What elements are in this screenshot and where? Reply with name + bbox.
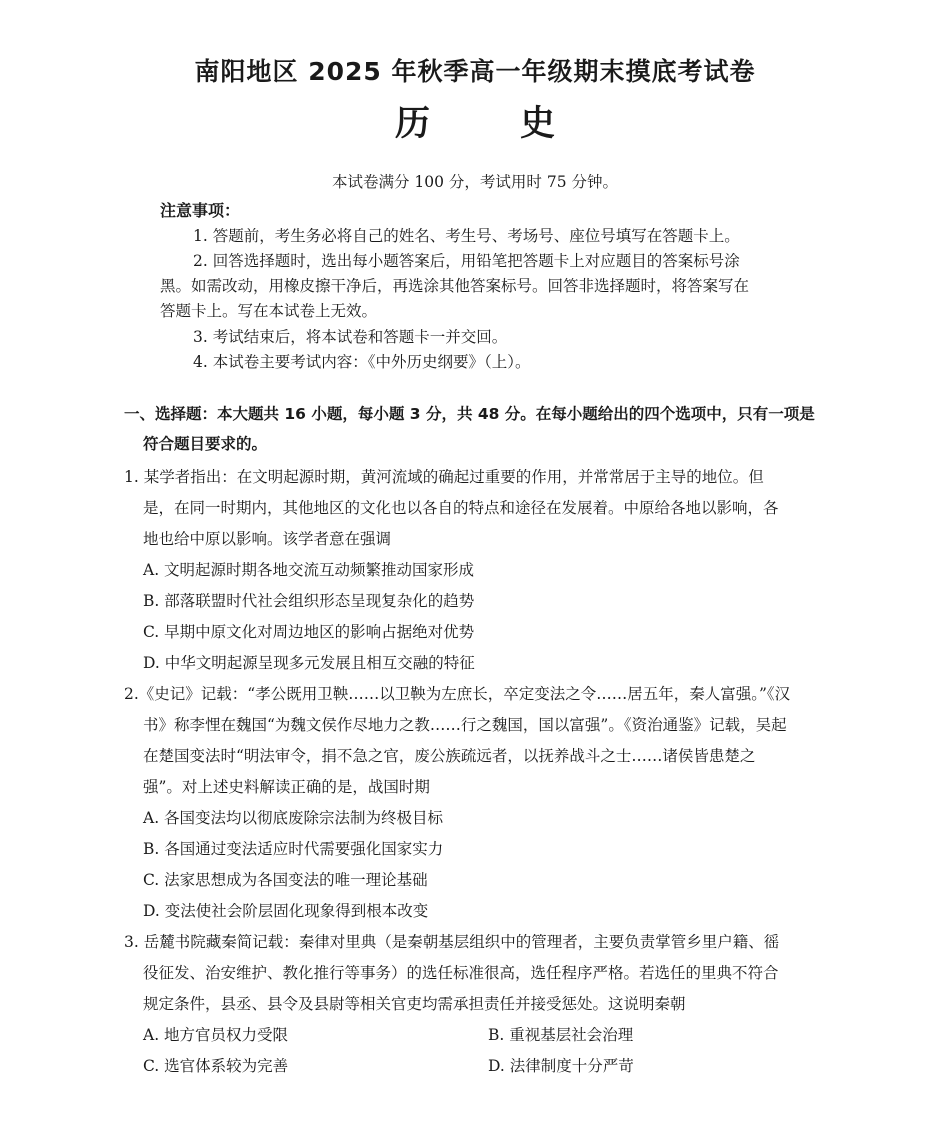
question-2-stem-line-4: 强”。对上述史料解读正确的是，战国时期: [143, 778, 430, 796]
notice-item-1: 1. 答题前，考生务必将自己的姓名、考生号、考场号、座位号填写在答题卡上。: [193, 227, 740, 245]
subject-char-right: 史: [520, 104, 556, 144]
notice-item-2-line-2: 黑。如需改动，用橡皮擦干净后，再选涂其他答案标号。回答非选择题时，将答案写在: [160, 277, 750, 295]
exam-title: 南阳地区 2025 年秋季高一年级期末摸底考试卷: [194, 57, 756, 86]
question-3-stem-line-1: 3. 岳麓书院藏秦简记载：秦律对里典（是秦朝基层组织中的管理者，主要负责掌管乡里户籍、徭: [124, 933, 780, 951]
question-1-stem-line-3: 地也给中原以影响。该学者意在强调: [143, 530, 392, 548]
notice-item-3: 3. 考试结束后，将本试卷和答题卡一并交回。: [193, 328, 508, 346]
subject-title: [0, 96, 950, 146]
question-2-stem-line-2: 书》称李悝在魏国“为魏文侯作尽地力之教……行之魏国，国以富强”。《资治通鉴》记载，吴起: [143, 716, 787, 734]
section-heading-line-2: 符合题目要求的。: [143, 435, 268, 453]
subject-char-left: 历: [394, 104, 430, 144]
question-2-option-b: B. 各国通过变法适应时代需要强化国家实力: [143, 840, 444, 858]
question-2-option-a: A. 各国变法均以彻底废除宗法制为终极目标: [143, 809, 444, 827]
question-2-stem-line-1: 2.《史记》记载：“孝公既用卫鞅……以卫鞅为左庶长，卒定变法之令……居五年，秦人富强。”《汉: [124, 685, 791, 703]
question-1-option-d: D. 中华文明起源呈现多元发展且相互交融的特征: [143, 654, 475, 672]
question-3-option-c: C. 选官体系较为完善: [143, 1057, 289, 1075]
question-3-stem-line-2: 役征发、治安维护、教化推行等事务）的选任标准很高，选任程序严格。若选任的里典不符合: [143, 964, 779, 982]
exam-intro: 本试卷满分 100 分，考试用时 75 分钟。: [331, 173, 619, 191]
section-heading-line-1: 一、选择题：本大题共 16 小题，每小题 3 分，共 48 分。在每小题给出的四个选项中，只有一项是: [124, 405, 815, 423]
question-1-stem-line-2: 是，在同一时期内，其他地区的文化也以各自的特点和途径在发展着。中原给各地以影响，各: [143, 499, 779, 517]
notice-item-2-line-3: 答题卡上。写在本试卷上无效。: [160, 302, 378, 320]
question-1-option-b: B. 部落联盟时代社会组织形态呈现复杂化的趋势: [143, 592, 475, 610]
notice-item-4: 4. 本试卷主要考试内容：《中外历史纲要》（上）。: [193, 353, 531, 371]
notice-heading: 注意事项：: [160, 201, 241, 220]
question-3-stem-line-3: 规定条件，县丞、县令及县尉等相关官吏均需承担责任并接受惩处。这说明秦朝: [143, 995, 686, 1013]
question-3-option-a: A. 地方官员权力受限: [143, 1026, 289, 1044]
question-3-option-d: D. 法律制度十分严苛: [488, 1057, 634, 1075]
question-1-option-a: A. 文明起源时期各地交流互动频繁推动国家形成: [143, 561, 475, 579]
question-2-stem-line-3: 在楚国变法时“明法审令，捐不急之官，废公族疏远者，以抚养战斗之士……诸侯皆患楚之: [143, 747, 756, 765]
question-1-stem-line-1: 1. 某学者指出：在文明起源时期，黄河流域的确起过重要的作用，并常常居于主导的地位。但: [124, 468, 764, 486]
question-1-option-c: C. 早期中原文化对周边地区的影响占据绝对优势: [143, 623, 475, 641]
question-3-option-b: B. 重视基层社会治理: [488, 1026, 634, 1044]
question-2-option-c: C. 法家思想成为各国变法的唯一理论基础: [143, 871, 428, 889]
notice-item-2-line-1: 2. 回答选择题时，选出每小题答案后，用铅笔把答题卡上对应题目的答案标号涂: [193, 252, 740, 270]
question-2-option-d: D. 变法使社会阶层固化现象得到根本改变: [143, 902, 429, 920]
